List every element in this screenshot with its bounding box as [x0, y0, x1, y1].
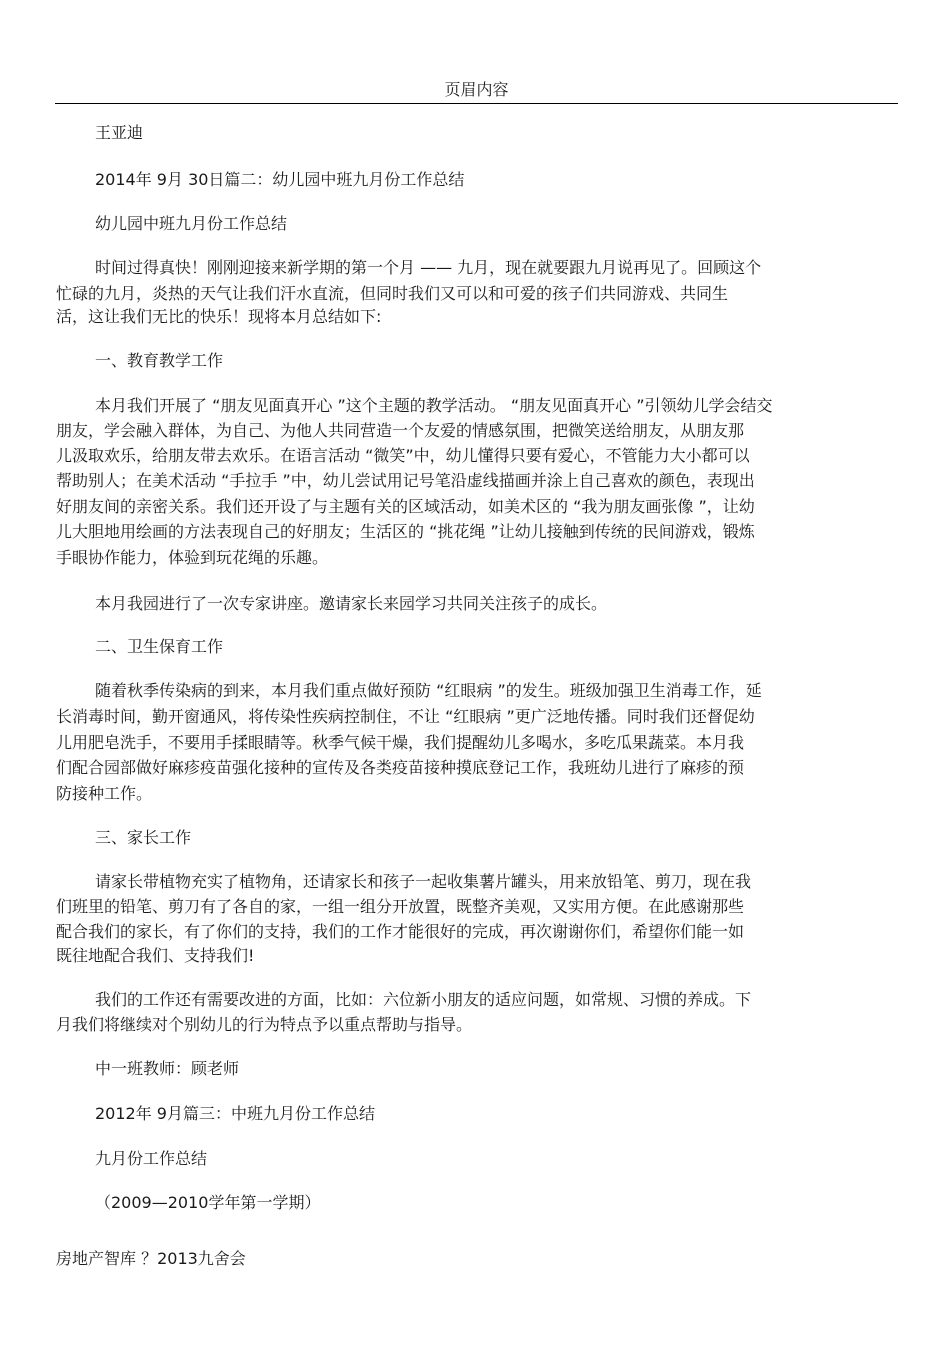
heading-hygiene: 二、卫生保育工作 [95, 637, 224, 656]
header-text: 页眉内容 [444, 80, 509, 99]
page-header [55, 78, 898, 104]
paragraph-line: 月我们将继续对个别幼儿的行为特点予以重点帮助与指导。 [56, 1015, 473, 1034]
paragraph-line: 帮助别人；在美术活动 “手拉手 ”中，幼儿尝试用记号笔沿虚线描画并涂上自己喜欢的颜色，表现出 [56, 471, 755, 490]
paragraph-line: 既往地配合我们、支持我们! [56, 946, 255, 965]
paragraph-line: 活，这让我们无比的快乐！现将本月总结如下: [56, 307, 382, 326]
section-title: 幼儿园中班九月份工作总结 [95, 214, 288, 233]
paragraph-line: 配合我们的家长，有了你们的支持，我们的工作才能很好的完成，再次谢谢你们，希望你们能一如 [56, 922, 745, 941]
section-title: 九月份工作总结 [95, 1149, 208, 1168]
paragraph-line: 手眼协作能力，体验到玩花绳的乐趣。 [56, 548, 329, 567]
paragraph-line: 随着秋季传染病的到来，本月我们重点做好预防 “红眼病 ”的发生。班级加强卫生消毒工作，延 [95, 681, 762, 700]
paragraph-line: 我们的工作还有需要改进的方面，比如：六位新小朋友的适应问题，如常规、习惯的养成。下 [95, 990, 752, 1009]
heading-education: 一、教育教学工作 [95, 351, 224, 370]
paragraph-line: 长消毒时间，勤开窗通风，将传染性疾病控制住，不让 “红眼病 ”更广泛地传播。同时我们还督促幼 [56, 707, 755, 726]
paragraph-line: 们配合园部做好麻疹疫苗强化接种的宣传及各类疫苗接种摸底登记工作，我班幼儿进行了麻疹的预 [56, 758, 745, 777]
signature-line: 中一班教师：顾老师 [95, 1059, 240, 1078]
paragraph-line: 请家长带植物充实了植物角，还请家长和孩子一起收集薯片罐头，用来放铅笔、剪刀，现在我 [95, 872, 752, 891]
paragraph-line: 本月我园进行了一次专家讲座。邀请家长来园学习共同关注孩子的成长。 [95, 594, 608, 613]
page-footer: 房地产智库 ？2013九舍会 [56, 1249, 246, 1268]
author-line: 王亚迪 [95, 123, 144, 142]
heading-parents: 三、家长工作 [95, 828, 192, 847]
paragraph-line: 本月我们开展了 “朋友见面真开心 ”这个主题的教学活动。 “朋友见面真开心 ”引领幼儿学会结交 [95, 396, 773, 415]
paragraph-line: 们班里的铅笔、剪刀有了各自的家，一组一组分开放置，既整齐美观，又实用方便。在此感谢那些 [56, 897, 745, 916]
paragraph-line: 儿用肥皂洗手，不要用手揉眼睛等。秋季气候干燥，我们提醒幼儿多喝水，多吃瓜果蔬菜。本月我 [56, 733, 745, 752]
paragraph-line: 忙碌的九月，炎热的天气让我们汗水直流，但同时我们又可以和可爱的孩子们共同游戏、共同生 [56, 284, 729, 303]
date-title-line: 2014年 9月 30日篇二：幼儿园中班九月份工作总结 [95, 170, 465, 189]
paragraph-line: 朋友，学会融入群体，为自己、为他人共同营造一个友爱的情感氛围，把微笑送给朋友，从朋友那 [56, 421, 745, 440]
paragraph-line: 时间过得真快！刚刚迎接来新学期的第一个月 —— 九月，现在就要跟九月说再见了。回顾这个 [95, 258, 762, 277]
paragraph-line: 防接种工作。 [56, 784, 153, 803]
paragraph-line: 儿汲取欢乐，给朋友带去欢乐。在语言活动 “微笑”中，幼儿懂得只要有爱心，不管能力大小都可以 [56, 446, 750, 465]
date-title-line: 2012年 9月篇三：中班九月份工作总结 [95, 1104, 375, 1123]
paragraph-line: 好朋友间的亲密关系。我们还开设了与主题有关的区域活动，如美术区的 “我为朋友画张像 ”，让幼 [56, 497, 755, 516]
paragraph-line: 儿大胆地用绘画的方法表现自己的好朋友；生活区的 “挑花绳 ”让幼儿接触到传统的民间游戏，锻炼 [56, 522, 755, 541]
semester-line: （2009—2010学年第一学期） [95, 1193, 321, 1212]
